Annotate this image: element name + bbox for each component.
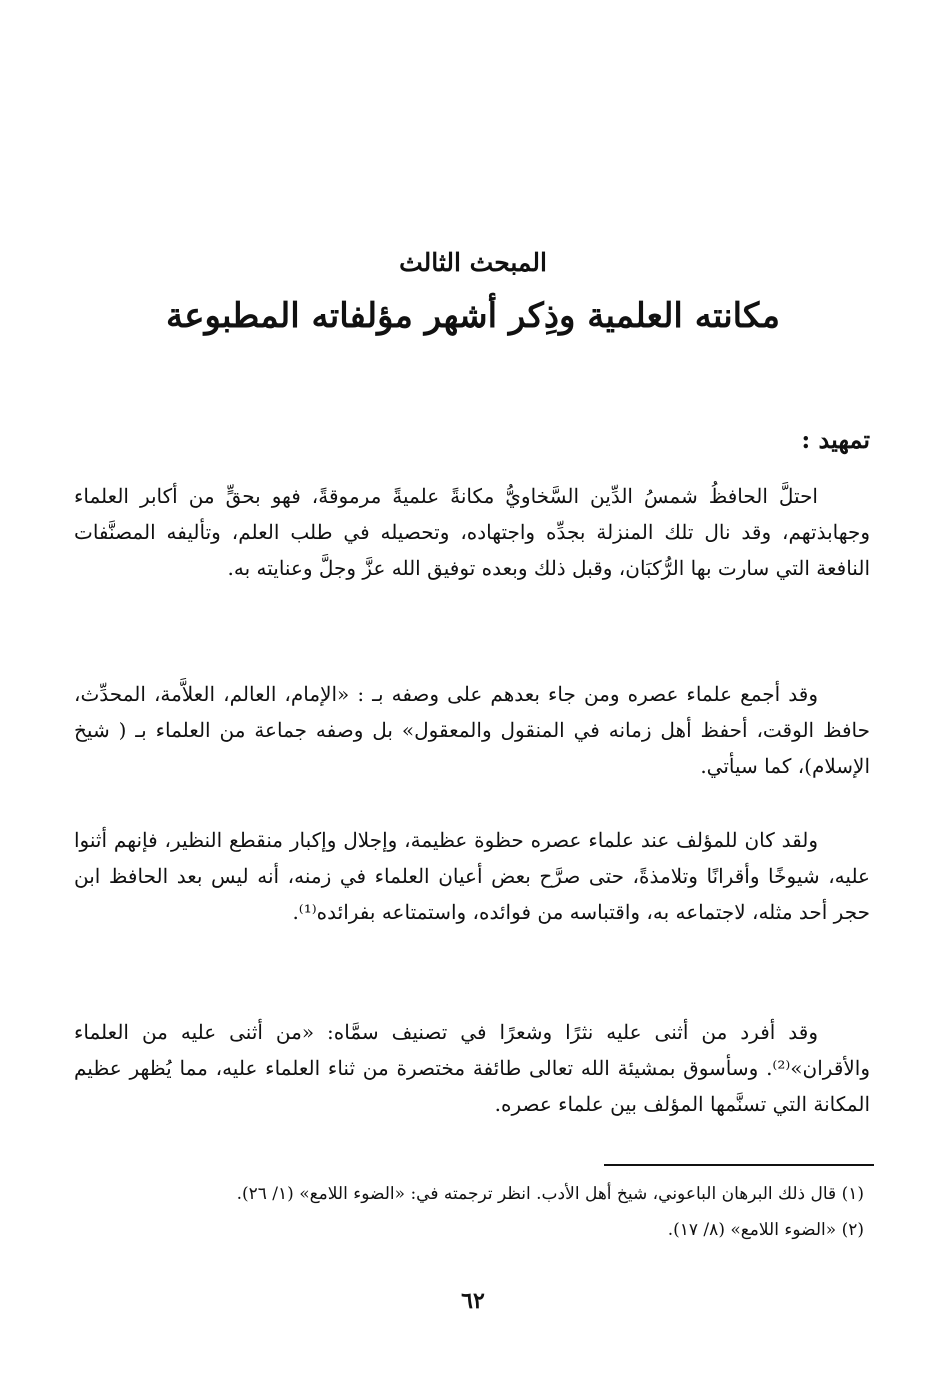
footnote: (٢) «الضوء اللامع» (٨/ ١٧). <box>667 1220 864 1240</box>
intro-heading: تمهيد : <box>801 425 870 454</box>
body-paragraph: ولقد كان للمؤلف عند علماء عصره حظوة عظيمة، وإجلال وإكبار منقطع النظير، فإنهم أثنوا عليه، شيوخًا وأقرانًا وتلامذةً، حتى صرَّح بعض أعيان العلماء في زمنه، أنه ليس بعد الحافظ ابن حجر أحد مثله، لاجتماعه به، واقتباسه من فوائده، واستمتاعه بفرائده⁽¹⁾. <box>74 828 870 924</box>
body-paragraph: وقد أجمع علماء عصره ومن جاء بعدهم على وصفه بـ : «الإمام، العالم، العلاَّمة، المحدِّث، حافظ الوقت، أحفظ أهل زمانه في المنقول والمعقول» بل وصفه جماعة من العلماء بـ ( شيخ الإسلام)، كما سيأتي. <box>74 682 870 778</box>
page-number: ٦٢ <box>461 1288 485 1314</box>
body-paragraph: احتلَّ الحافظُ شمسُ الدِّين السَّخاويُّ مكانةً علميةً مرموقةً، فهو بحقٍّ من أكابر العلماء وجهابذتهم، وقد نال تلك المنزلة بجدِّه واجتهاده، وتحصيله في طلب العلم، وتأليفه المصنَّفات النافعة التي سارت بها الرُّكبَان، وقبل ذلك وبعده توفيق الله عزَّ وجلَّ وعنايته به. <box>74 484 870 580</box>
page-title: مكانته العلمية وذِكر أشهر مؤلفاته المطبوعة <box>165 296 781 336</box>
footnote: (١) قال ذلك البرهان الباعوني، شيخ أهل الأدب. انظر ترجمته في: «الضوء اللامع» (١/ ٢٦). <box>236 1184 864 1204</box>
footnote-divider <box>604 1164 874 1166</box>
body-paragraph: وقد أفرد من أثنى عليه نثرًا وشعرًا في تصنيف سمَّاه: «من أثنى عليه من العلماء والأقران»⁽²⁾. وسأسوق بمشيئة الله تعالى طائفة مختصرة من ثناء العلماء عليه، مما يُظهر عظيم المكانة التي تسنَّمها المؤلف بين علماء عصره. <box>74 1020 870 1116</box>
section-label: المبحث الثالث <box>399 248 547 277</box>
